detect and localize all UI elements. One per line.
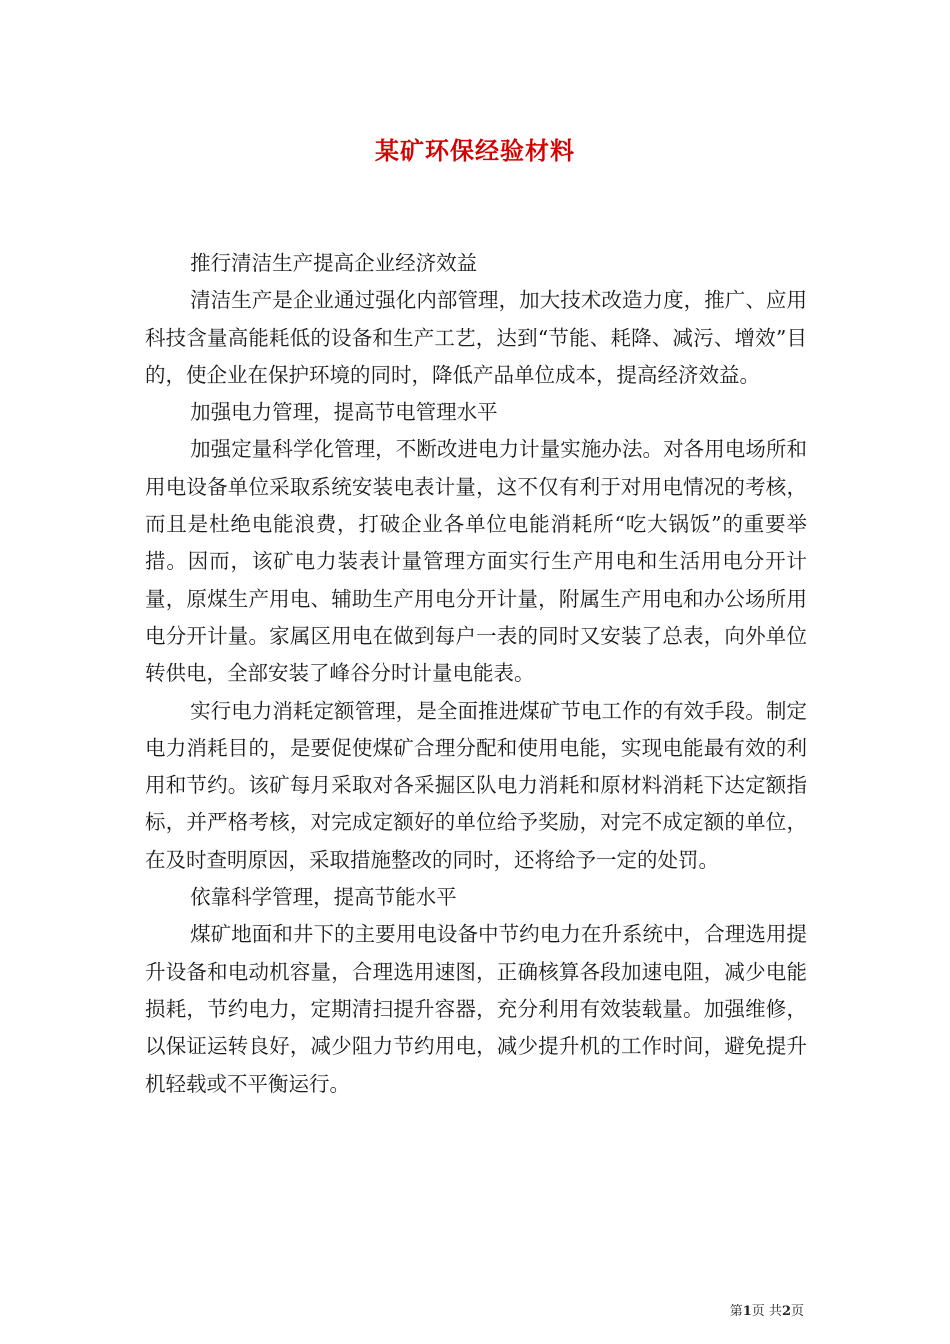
body-paragraph: 实行电力消耗定额管理，是全面推进煤矿节电工作的有效手段。制定电力消耗目的，是要促使煤矿合理分配和使用电能，实现电能最有效的利用和节约。该矿每月采取对各采掘区队电力消耗和原材料消耗下达定额指标，并严格考核，对完成定额好的单位给予奖励，对完不成定额的单位，在及时查明原因，采取措施整改的同时，还将给予一定的处罚。	[145, 698, 807, 872]
page-number-footer	[730, 1300, 804, 1319]
total-page-count: 2	[781, 1304, 791, 1319]
footer-middle: 页 共	[751, 1304, 782, 1319]
section-heading: 推行清洁生产提高企业经济效益	[190, 251, 478, 275]
body-paragraph: 加强定量科学化管理，不断改进电力计量实施办法。对各用电场所和用电设备单位采取系统安装电表计量，这不仅有利于对用电情况的考核，而且是杜绝电能浪费，打破企业各单位电能消耗所“吃大锅饭”的重要举措。因而，该矿电力装表计量管理方面实行生产用电和生活用电分开计量，原煤生产用电、辅助生产用电分开计量，附属生产用电和办公场所用电分开计量。家属区用电在做到每户一表的同时又安装了总表，向外单位转供电，全部安装了峰谷分时计量电能表。	[145, 437, 807, 686]
section-heading: 依靠科学管理，提高节能水平	[190, 885, 457, 910]
section-heading: 加强电力管理，提高节电管理水平	[190, 400, 498, 425]
current-page-number: 1	[742, 1304, 752, 1319]
document-body	[145, 245, 807, 1103]
body-paragraph: 煤矿地面和井下的主要用电设备中节约电力在升系统中，合理选用提升设备和电动机容量，合理选用速图，正确核算各段加速电阻，减少电能损耗，节约电力，定期清扫提升容器，充分利用有效装载量。加强维修，以保证运转良好，减少阻力节约用电，减少提升机的工作时间，避免提升机轻载或不平衡运行。	[145, 922, 807, 1096]
footer-prefix: 第	[729, 1304, 743, 1319]
document-title: 某矿环保经验材料	[375, 136, 575, 165]
body-paragraph: 清洁生产是企业通过强化内部管理，加大技术改造力度，推广、应用科技含量高能耗低的设备和生产工艺，达到“节能、耗降、减污、增效”目的，使企业在保护环境的同时，降低产品单位成本，提高经济效益。	[145, 288, 807, 387]
footer-suffix: 页	[790, 1304, 804, 1319]
